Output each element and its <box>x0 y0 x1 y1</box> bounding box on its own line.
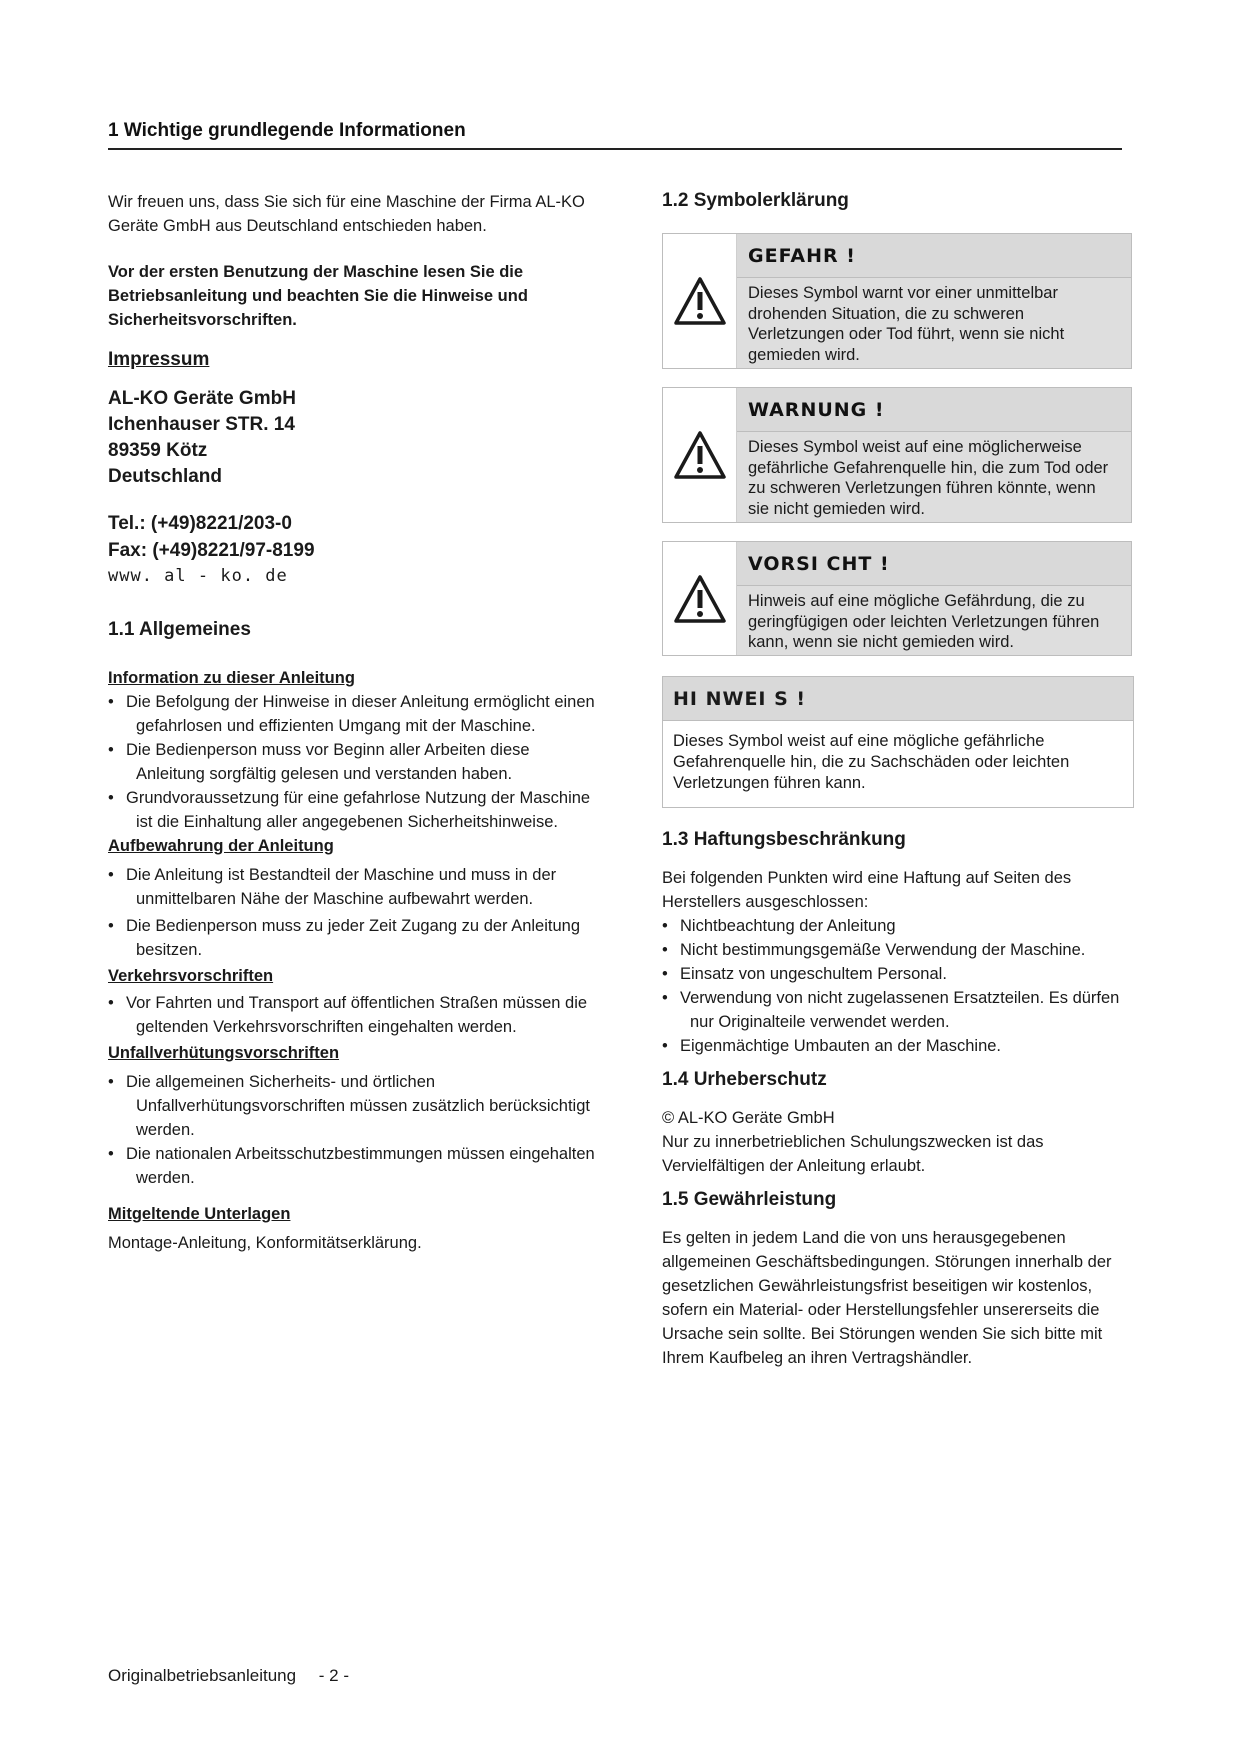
impressum-fax: Fax: (+49)8221/97-8199 <box>108 540 315 561</box>
list-item: • Die Befolgung der Hinweise in dieser Anleitung ermöglicht einen gefahrlosen und effizienten Umgang mit der Maschine. <box>108 690 598 738</box>
page-number: - 2 - <box>318 1666 350 1685</box>
section-haftung-title: 1.3 Haftungsbeschränkung <box>662 829 906 850</box>
list-item: • Nicht bestimmungsgemäße Verwendung der Maschine. <box>662 938 1132 962</box>
aufbewahrung-title: Aufbewahrung der Anleitung <box>108 837 334 855</box>
impressum-title: Impressum <box>108 349 210 370</box>
warnung-heading: WARNUNG ! <box>737 388 1131 432</box>
left-column <box>108 190 598 1255</box>
list-item: • Die allgemeinen Sicherheits- und örtlichen Unfallverhütungsvorschriften müssen zusätzlich berücksichtigt werden. <box>108 1070 598 1142</box>
verkehr-title: Verkehrsvorschriften <box>108 967 274 985</box>
warning-triangle-icon <box>673 574 727 624</box>
impressum-company: AL-KO Geräte GmbH <box>108 388 296 409</box>
gefahr-icon-cell <box>663 234 737 368</box>
right-lower-column <box>662 828 1132 1370</box>
urheber-line1: © AL-KO Geräte GmbH <box>662 1109 835 1127</box>
intro-bold: Vor der ersten Benutzung der Maschine lesen Sie die Betriebsanleitung und beachten Sie die Hinweise und Sicherheitsvorschriften. <box>108 263 528 329</box>
unfall-list <box>108 1070 598 1190</box>
warning-triangle-icon <box>673 276 727 326</box>
impressum-contact <box>108 510 598 564</box>
hinweis-box <box>662 676 1134 808</box>
vorsicht-box <box>662 541 1132 656</box>
footer-label: Originalbetriebsanleitung <box>108 1666 297 1685</box>
impressum-street: Ichenhauser STR. 14 <box>108 414 295 435</box>
warnung-icon-cell <box>663 388 737 522</box>
section-allgemeines-title: 1.1 Allgemeines <box>108 619 251 640</box>
list-item: • Verwendung von nicht zugelassenen Ersatzteilen. Es dürfen nur Originalteile verwendet werden. <box>662 986 1132 1034</box>
vorsicht-heading: VORSI CHT ! <box>737 542 1131 586</box>
section-urheber-title: 1.4 Urheberschutz <box>662 1069 827 1090</box>
page-footer <box>108 1666 349 1686</box>
vorsicht-icon-cell <box>663 542 737 655</box>
gefahr-box <box>662 233 1132 369</box>
list-item: • Die Anleitung ist Bestandteil der Maschine und muss in der unmittelbaren Nähe der Maschine aufbewahrt werden. <box>108 863 598 911</box>
mitgeltend-text: Montage-Anleitung, Konformitätserklärung. <box>108 1234 422 1252</box>
impressum-tel: Tel.: (+49)8221/203-0 <box>108 513 292 534</box>
list-item: • Eigenmächtige Umbauten an der Maschine. <box>662 1034 1132 1058</box>
impressum-website-link[interactable]: www. al - ko. de <box>108 566 288 586</box>
gefahr-heading: GEFAHR ! <box>737 234 1131 278</box>
aufbewahrung-list <box>108 863 598 962</box>
list-item: • Grundvoraussetzung für eine gefahrlose Nutzung der Maschine ist die Einhaltung aller angegebenen Sicherheitshinweise. <box>108 786 598 834</box>
list-item: • Vor Fahrten und Transport auf öffentlichen Straßen müssen die geltenden Verkehrsvorschriften eingehalten werden. <box>108 991 598 1039</box>
urheber-line2: Nur zu innerbetrieblichen Schulungszwecken ist das Vervielfältigen der Anleitung erlaubt. <box>662 1133 1044 1175</box>
section-symbole-title: 1.2 Symbolerklärung <box>662 190 849 211</box>
list-item: • Die Bedienperson muss vor Beginn aller Arbeiten diese Anleitung sorgfältig gelesen und verstanden haben. <box>108 738 598 786</box>
gewaehr-text: Es gelten in jedem Land die von uns herausgegebenen allgemeinen Geschäftsbedingungen. Störungen innerhalb der gesetzlichen Gewährleistungsfrist beseitigen wir kostenlos, sofern ein Material- oder Herstellungsfehler unsererseits die Ursache sein sollte. Bei Störungen wenden Sie sich bitte mit Ihrem Kaufbeleg an ihren Vertragshändler. <box>662 1229 1112 1367</box>
impressum-city: 89359 Kötz <box>108 440 208 461</box>
gefahr-text: Dieses Symbol warnt vor einer unmittelbar drohenden Situation, die zu schweren Verletzungen oder Tod führt, wenn sie nicht gemieden wird. <box>737 278 1131 368</box>
list-item: • Nichtbeachtung der Anleitung <box>662 914 1132 938</box>
chapter-rule <box>108 148 1122 150</box>
list-item: • Die nationalen Arbeitsschutzbestimmungen müssen eingehalten werden. <box>108 1142 598 1190</box>
info-title: Information zu dieser Anleitung <box>108 669 355 687</box>
haftung-intro: Bei folgenden Punkten wird eine Haftung auf Seiten des Herstellers ausgeschlossen: <box>662 869 1072 911</box>
unfall-title: Unfallverhütungsvorschriften <box>108 1044 340 1062</box>
list-item: • Die Bedienperson muss zu jeder Zeit Zugang zu der Anleitung besitzen. <box>108 914 598 962</box>
warnung-box <box>662 387 1132 523</box>
haftung-list <box>662 914 1132 1058</box>
hinweis-heading: HI NWEI S ! <box>663 677 1133 721</box>
chapter-title: 1 Wichtige grundlegende Informationen <box>108 120 466 141</box>
list-item: • Einsatz von ungeschultem Personal. <box>662 962 1132 986</box>
intro-text: Wir freuen uns, dass Sie sich für eine Maschine der Firma AL-KO Geräte GmbH aus Deutschland entschieden haben. <box>108 193 585 235</box>
impressum-address <box>108 386 598 490</box>
section-gewaehr-title: 1.5 Gewährleistung <box>662 1189 837 1210</box>
impressum-country: Deutschland <box>108 466 223 487</box>
vorsicht-text: Hinweis auf eine mögliche Gefährdung, die zu geringfügigen oder leichten Verletzungen führen kann, wenn sie nicht gemieden wird. <box>737 586 1131 655</box>
mitgeltend-title: Mitgeltende Unterlagen <box>108 1205 291 1223</box>
info-list <box>108 690 598 834</box>
warning-triangle-icon <box>673 430 727 480</box>
hinweis-text: Dieses Symbol weist auf eine mögliche gefährliche Gefahrenquelle hin, die zu Sachschäden oder leichten Verletzungen führen kann. <box>673 732 1070 792</box>
warnung-text: Dieses Symbol weist auf eine möglicherweise gefährliche Gefahrenquelle hin, die zum Tod oder zu schweren Verletzungen führen könnte, wenn sie nicht gemieden wird. <box>737 432 1131 522</box>
verkehr-list <box>108 991 598 1039</box>
